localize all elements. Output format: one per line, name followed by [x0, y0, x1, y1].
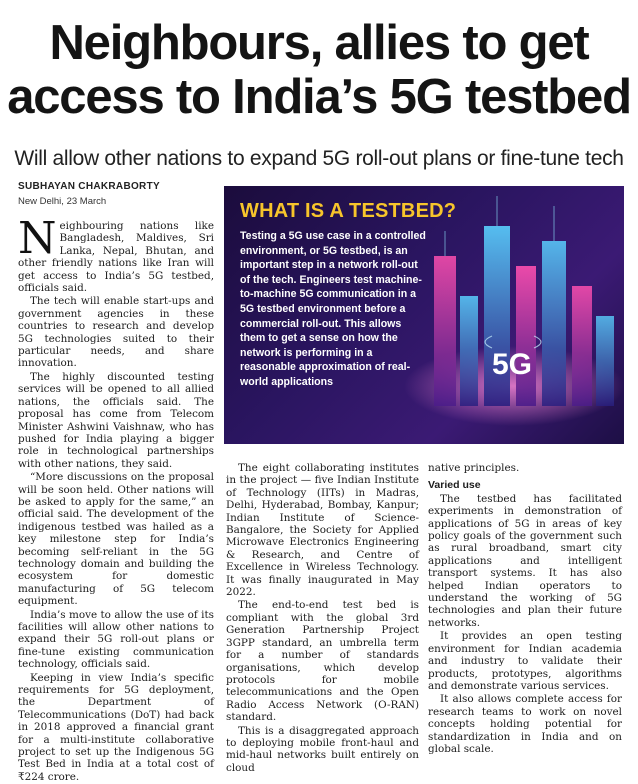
testbed-infobox [224, 186, 624, 444]
byline: SUBHAYAN CHAKRABORTY [18, 181, 160, 192]
paragraph-1: Neighbouring nations like Bangladesh, Maldives, Sri Lanka, Nepal, Bhutan, and other friendly nations like Iran will get access to India’s 5G testbed, officials said. [18, 213, 214, 295]
headline-line-1: Neighbours, allies to get [49, 16, 589, 70]
section-subhead: Varied use [428, 479, 481, 492]
headline-line-2: access to India’s 5G testbed [7, 70, 631, 124]
infobox-title: WHAT IS A TESTBED? [240, 200, 457, 222]
paragraph-2: The tech will enable start-ups and government agencies in these countries to research and develop 5G technologies suited to their particular needs, and share innovation. [18, 295, 214, 370]
paragraph-11: The testbed has facilitated experiments in demonstration of applications of 5G in areas of key policy goals of the government such as rural broadband, smart city applications and intelligent transport systems. It has also helped Indian operators to understand the working of 5G technologies and plan their future networks. [428, 492, 622, 629]
5g-city-graphic [404, 186, 624, 444]
paragraph-6: Keeping in view India’s specific requirements for 5G deployment, the Department of Telecommunications (DoT) had back in 2018 approved a financial grant for a multi-institute collaborative project to set up the Indigenous 5G Test Bed in India at a total cost of ₹224 crore. [18, 671, 214, 783]
paragraph-3: The highly discounted testing services will be opened to all allied nations, the officials said. The proposal has come from Telecom Minister Ashwini Vaishnaw, who has pushed for India playing a bigger role in technological partnerships with other nations, they said. [18, 370, 214, 470]
article-column-1 [18, 213, 214, 784]
paragraph-13: It also allows complete access for research teams to work on novel concepts holding potential for standardization in India and on global scale. [428, 693, 622, 755]
subheadline: Will allow other nations to expand 5G roll-out plans or fine-tune tech [14, 147, 624, 170]
paragraph-4: “More discussions on the proposal will be soon held. Other nations will be asked to apply for the same,” an official said. The development of the indigenous testbed was hailed as a key milestone step for India’s becoming self-reliant in the 5G technology domain and building the ecosystem for domestic manufacturing of 5G telecom equipment. [18, 471, 214, 608]
paragraph-12: It provides an open testing environment for Indian academia and industry to validate their products, prototypes, algorithms and demonstrate various services. [428, 630, 622, 692]
paragraph-9: This is a disaggregated approach to deploying mobile front-haul and mid-haul networks built entirely on cloud [226, 724, 419, 774]
paragraph-5: India’s move to allow the use of its facilities will allow other nations to expand their 5G roll-out plans or fine-tune existing communication technology, officials said. [18, 608, 214, 671]
article-column-2 [226, 462, 419, 775]
headline [0, 16, 638, 124]
dateline: New Delhi, 23 March [18, 196, 107, 207]
infobox-text: Testing a 5G use case in a controlled environment, or 5G testbed, is an important step in a network roll-out of the tech. Engineers test machine-to-machine 5G communication in a 5G testbed environment before a commercial roll-out. This allows them to get a sense on how the network is performing in a reasonable approximation of real-world applications [240, 230, 426, 388]
5g-graphic-label: 5G [491, 348, 533, 381]
paragraph-8: The end-to-end test bed is compliant with the global 3rd Generation Partnership Project 3GPP standard, an umbrella term for a number of standards organisations, which develop protocols for mobile telecommunications and the Open Radio Access Network (O-RAN) standard. [226, 599, 419, 724]
drop-cap: N [18, 213, 57, 264]
paragraph-7: The eight collaborating institutes in the project — five Indian Institute of Technology (IITs) in Madras, Delhi, Hyderabad, Bombay, Kanpur; Indian Institute of Science-Bangalore, the Society for Applied Microwave Electronics Engineering & Research, and Centre of Excellence in Wireless Technology. It was finally inaugurated in May 2022. [226, 462, 419, 599]
article-column-3 [428, 462, 622, 756]
paragraph-10: native principles. [428, 462, 520, 474]
